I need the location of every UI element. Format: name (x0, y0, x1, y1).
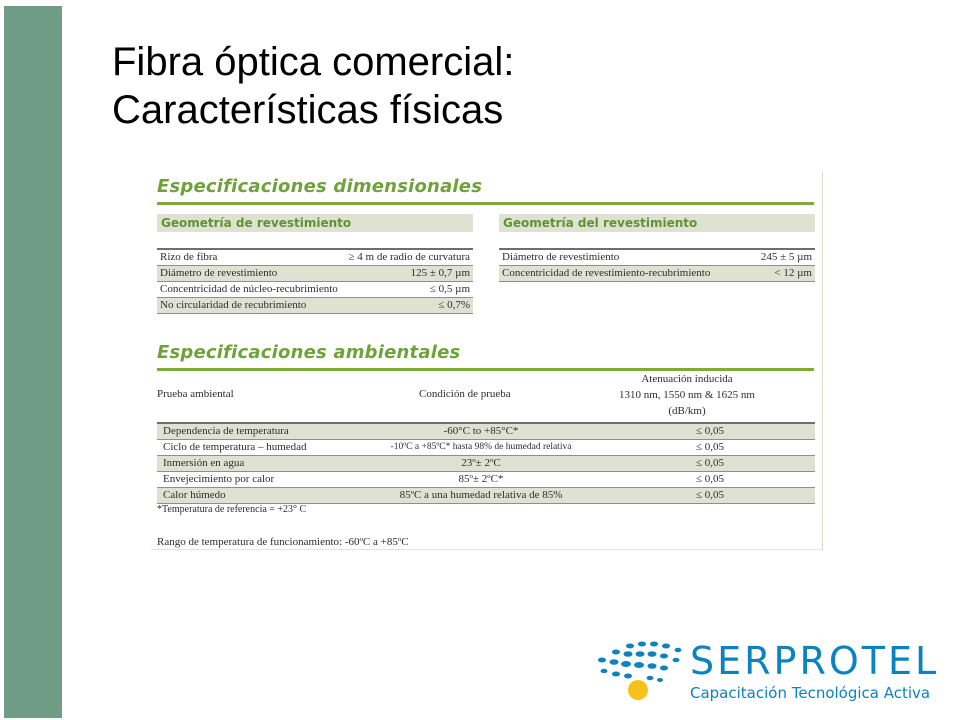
table-row (157, 487, 815, 503)
row-test: Dependencia de temperatura (157, 423, 357, 439)
row-value: ≤ 0,05 (605, 471, 815, 487)
row-label: Diámetro de revestimiento (157, 265, 344, 281)
environmental-table (157, 422, 815, 504)
logo-name: SERPROTEL (690, 639, 940, 683)
row-condition: 85º± 2ºC* (357, 471, 605, 487)
cladding-geometry-table (499, 248, 815, 282)
serprotel-logo (594, 638, 944, 708)
row-value: ≤ 0,7% (344, 297, 473, 313)
table-row (499, 265, 815, 281)
cladding-geometry-subheading: Geometría del revestimiento (499, 214, 815, 232)
row-value: ≤ 0,05 (605, 487, 815, 503)
col-header-attenuation-line-2: 1310 nm, 1550 nm & 1625 nm (619, 389, 755, 401)
row-value: 125 ± 0,7 µm (344, 265, 473, 281)
side-accent-bar (4, 6, 62, 718)
table-row (157, 281, 473, 297)
slide-title-line-1: Fibra óptica comercial: (112, 40, 515, 84)
reference-temperature-footnote: *Temperatura de referencia = +23° C (157, 504, 307, 515)
row-value: ≥ 4 m de radio de curvatura (344, 249, 473, 265)
slide-title-line-2: Características físicas (112, 88, 504, 132)
logo-tagline: Capacitación Tecnológica Activa (690, 684, 931, 702)
col-header-attenuation-line-1: Atenuación inducida (641, 373, 733, 385)
row-condition: -60°C to +85°C* (357, 423, 605, 439)
operating-temperature-range: Rango de temperatura de funcionamiento: -60ºC a +85ºC (157, 536, 409, 548)
row-condition: 85ºC a una humedad relativa de 85% (357, 487, 605, 503)
table-row (157, 297, 473, 313)
row-test: Envejecimiento por calor (157, 471, 357, 487)
spec-sheet-image (151, 172, 823, 550)
row-value: < 12 µm (748, 265, 815, 281)
row-label: Concentricidad de núcleo-recubrimiento (157, 281, 344, 297)
col-header-test: Prueba ambiental (157, 388, 234, 400)
table-row (157, 439, 815, 455)
row-label: No circularidad de recubrimiento (157, 297, 344, 313)
slide-title (112, 38, 872, 134)
table-row (157, 471, 815, 487)
row-label: Rizo de fibra (157, 249, 344, 265)
row-condition: 23º± 2ºC (357, 455, 605, 471)
row-test: Ciclo de temperatura – humedad (157, 439, 357, 455)
row-label: Diámetro de revestimiento (499, 249, 748, 265)
table-row (499, 249, 815, 265)
environmental-heading: Especificaciones ambientales (157, 342, 461, 363)
dots-globe-icon (594, 638, 690, 704)
row-label: Concentricidad de revestimiento-recubrimiento (499, 265, 748, 281)
environmental-column-headers (157, 366, 815, 420)
row-value: ≤ 0,05 (605, 423, 815, 439)
row-condition: -10ºC a +85ºC* hasta 98% de humedad relativa (357, 439, 605, 455)
row-value: ≤ 0,5 µm (344, 281, 473, 297)
col-header-attenuation-line-3: (dB/km) (668, 405, 706, 417)
row-test: Calor húmedo (157, 487, 357, 503)
row-value: 245 ± 5 µm (748, 249, 815, 265)
coating-geometry-subheading: Geometría de revestimiento (157, 214, 473, 232)
col-header-condition: Condición de prueba (419, 388, 511, 400)
dimensional-rule (157, 202, 814, 205)
table-row (157, 265, 473, 281)
table-row (157, 249, 473, 265)
row-value: ≤ 0,05 (605, 439, 815, 455)
col-header-attenuation (587, 371, 787, 419)
table-row (157, 455, 815, 471)
row-value: ≤ 0,05 (605, 455, 815, 471)
table-row (157, 423, 815, 439)
dimensional-heading: Especificaciones dimensionales (157, 176, 483, 197)
row-test: Inmersión en agua (157, 455, 357, 471)
coating-geometry-table (157, 248, 473, 314)
